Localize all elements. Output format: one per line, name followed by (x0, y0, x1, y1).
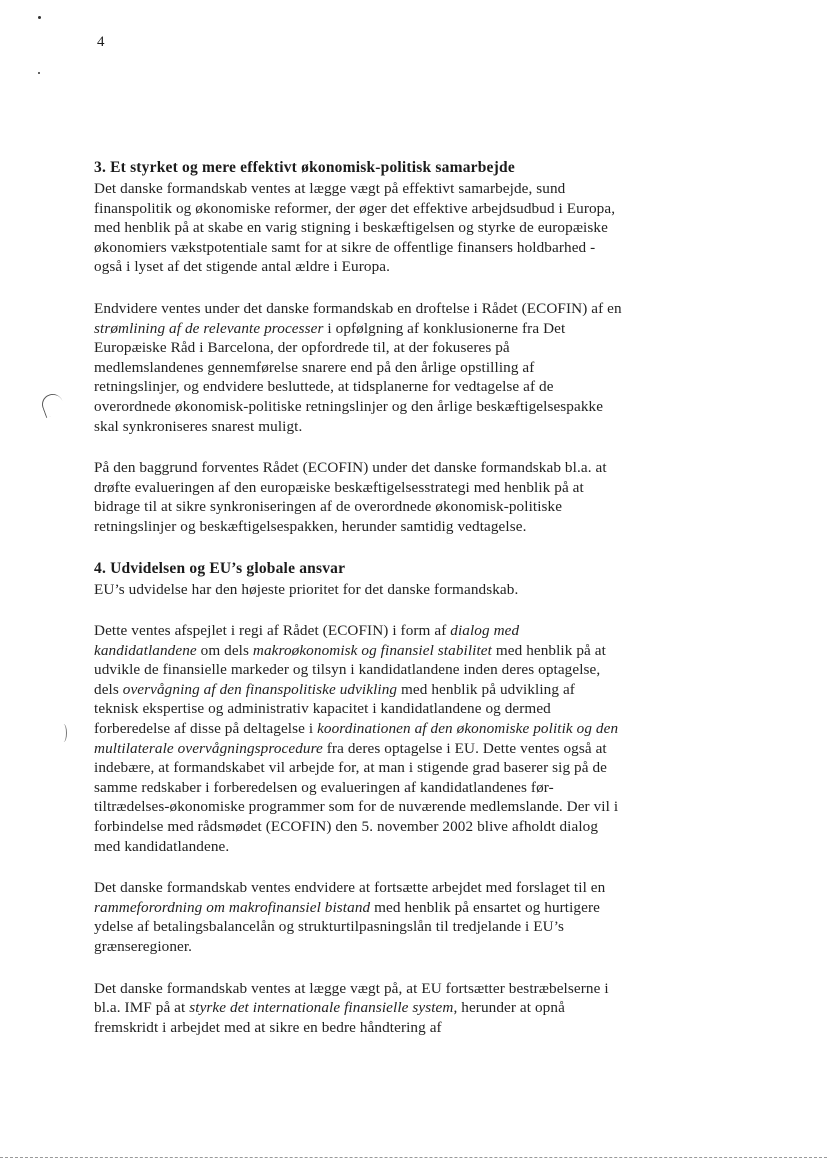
paragraph: På den baggrund forventes Rådet (ECOFIN) under det danske formandskab bl.a. at drøfte evalueringen af den europæiske beskæftigelsesstrategi med henblik på at bidrage til at sikre synkroniseringen af de overordnede økonomisk-politiske retningslinjer og beskæftigelsespakken, herunder samtidig vedtagelse. (94, 459, 607, 535)
paragraph: Det danske formandskab ventes endvidere at fortsætte arbejdet med forslaget til en rammeforordning om makrofinansiel bistand med henblik på ensartet og hurtigere ydelse af betalingsbalancelån og strukturtilpasningslån til tredjelande i EU’s grænseregioner. (94, 879, 606, 955)
paragraph: Dette ventes afspejlet i regi af Rådet (ECOFIN) i form af dialog med kandidatlandene om dels makroøkonomisk og finansiel stabilitet med henblik på at udvikle de finansielle markeder og tilsyn i kandidatlandene inden deres optagelse, dels overvågning af den finanspolitiske udvikling med henblik på udvikling af teknisk ekspertise og administrativ kapacitet i kandidatlandene og dermed forberedelse af disse på deltagelse i koordinationen af den økonomiske politik og den multilaterale overvågningsprocedure fra deres optagelse i EU. Dette ventes også at indebære, at formandskabet vil arbejde for, at man i stigende grad baserer sig på de samme redskaber i forberedelsen og evalueringen af kandidatlandenes før-tiltrædelses-økonomiske programmer som for de nuværende medlemslande. Der vil i forbindelse med rådsmødet (ECOFIN) den 5. november 2002 blive afholdt dialog med kandidatlandene. (94, 622, 619, 855)
scan-speck (38, 72, 40, 74)
margin-pen-mark (60, 724, 67, 742)
page-number: 4 (97, 34, 105, 50)
paragraph: Endvidere ventes under det danske formandskab en droftelse i Rådet (ECOFIN) af en strømlining af de relevante processer i opfølgning af konklusionerne fra Det Europæiske Råd i Barcelona, der opfordrede til, at der fokuseres på medlemslandenes gennemførelse snarere end på den årlige opstilling af retningslinjer, og endvidere besluttede, at tidsplanerne for vedtagelse af de overordnede økonomisk-politiske retningslinjer og den årlige beskæftigelsespakke skal synkroniseres snarest muligt. (94, 299, 622, 435)
paragraph: Det danske formandskab ventes at lægge vægt på effektivt samarbejde, sund finanspolitik og økonomiske reformer, der øger det effektive arbejdsudbud i Europa, med henblik på at skabe en varig stigning i beskæftigelsen og styrke de europæiske økonomiers vækstpotentiale samt for at sikre de offentlige finansers holdbarhed - også i lyset af det stigende antal ældre i Europa. (94, 180, 616, 276)
margin-pen-mark (39, 391, 66, 418)
paragraph: Det danske formandskab ventes at lægge vægt på, at EU fortsætter bestræbelserne i bl.a. IMF på at styrke det internationale finansielle system, herunder at opnå fremskridt i arbejdet med at sikre en bedre håndtering af (94, 979, 609, 1036)
section-heading: 3. Et styrket og mere effektivt økonomisk-politisk samarbejde (94, 159, 515, 176)
paragraph: EU’s udvidelse har den højeste prioritet for det danske formandskab. (94, 580, 519, 598)
scan-speck (38, 16, 41, 19)
section-heading: 4. Udvidelsen og EU’s globale ansvar (94, 559, 346, 577)
scan-edge-line (0, 1157, 827, 1158)
document-body (94, 158, 623, 1037)
